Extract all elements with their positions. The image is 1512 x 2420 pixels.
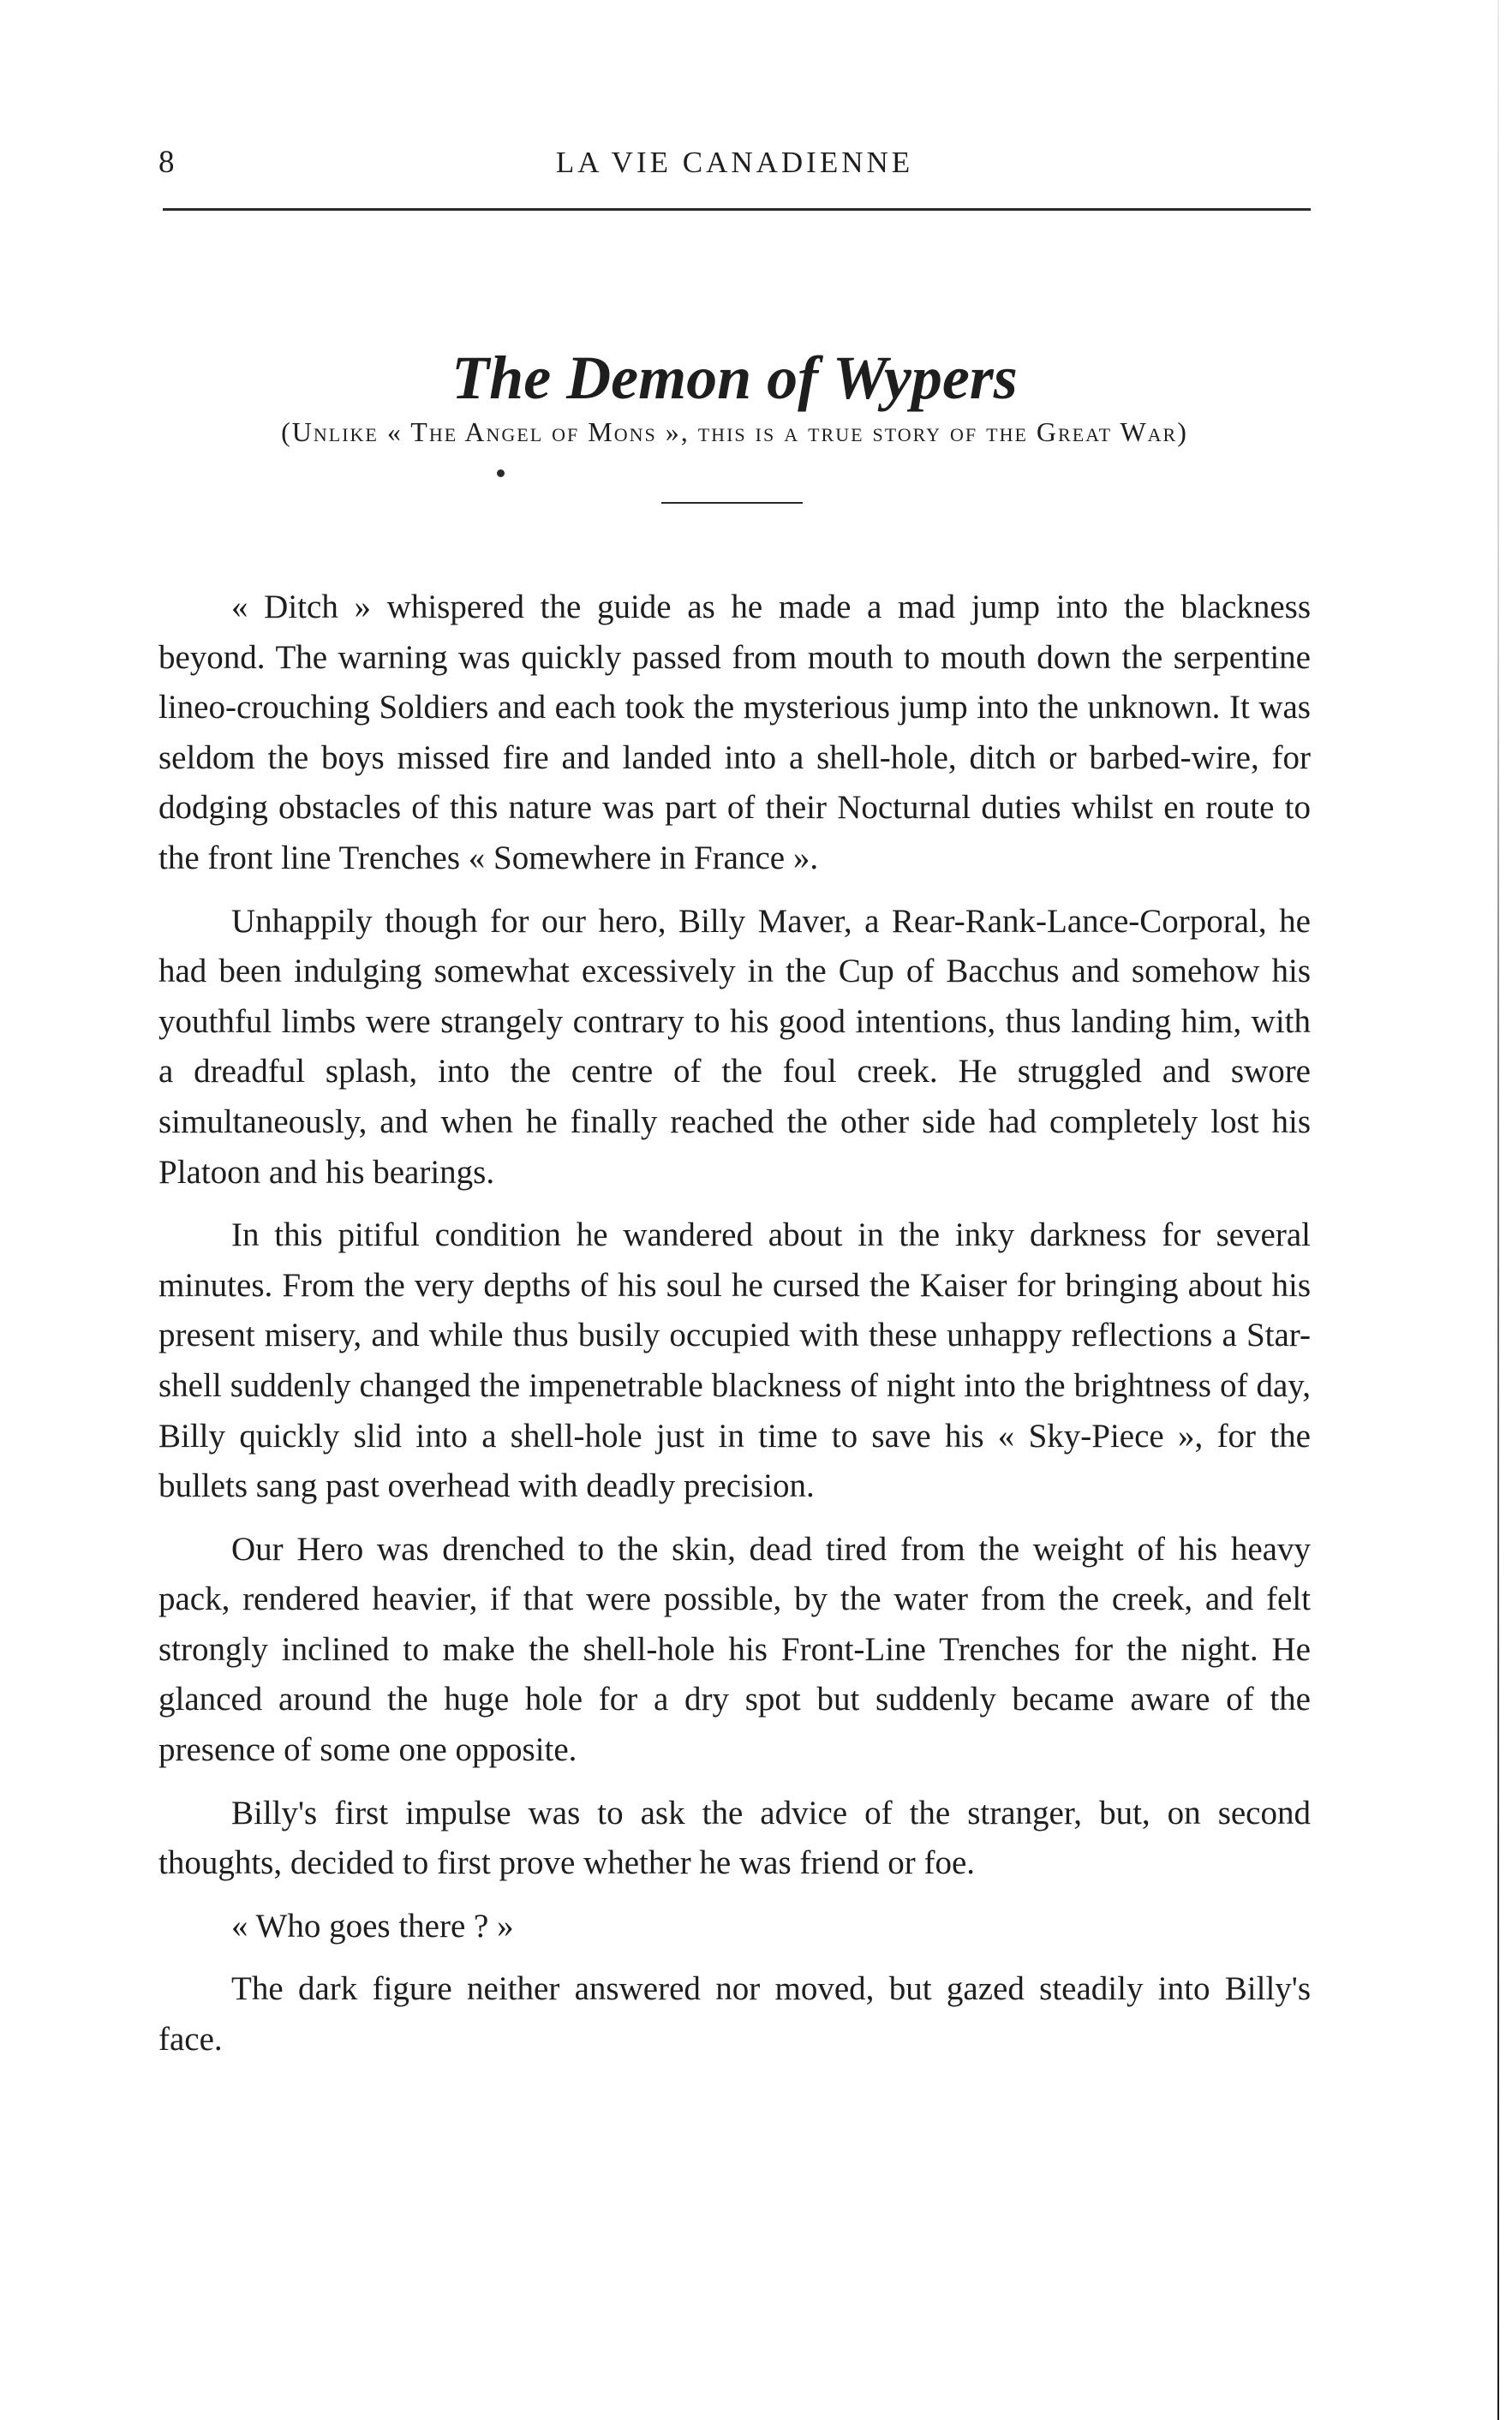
header-rule (163, 208, 1311, 211)
paragraph: Our Hero was drenched to the skin, dead tired from the weight of his heavy pack, rendered heavier, if that were possible, by the water from the creek, and felt strongly inclined to make the shell-hole his Front-Line Trenches for the night. He glanced around the huge hole for a dry spot but suddenly became aware of the presence of some one opposite. (158, 1530, 1311, 1769)
article-subtitle: (Unlike « The Angel of Mons », this is a true story of the Great War) (281, 416, 1188, 447)
page-number: 8 (158, 145, 175, 180)
page-edge (1497, 0, 1499, 2420)
running-head (158, 137, 1311, 188)
journal-title: LA VIE CANADIENNE (555, 146, 914, 179)
article-body (158, 583, 1311, 2078)
paragraph: In this pitiful condition he wandered about in the inky darkness for several minutes. From the very depths of his soul he cursed the Kaiser for bringing about his present misery, and while thus busily occupied with these unhappy reflections a Star-shell suddenly changed the impenetrable blackness of night into the brightness of day, Billy quickly slid into a shell-hole just in time to save his « Sky-Piece », for the bullets sang past overhead with deadly precision. (158, 1216, 1311, 1505)
ink-speck (497, 469, 505, 477)
article-title: The Demon of Wypers (451, 344, 1018, 413)
title-rule (661, 502, 803, 504)
paragraph: The dark figure neither answered nor moved, but gazed steadily into Billy's face. (158, 1970, 1311, 2058)
paragraph: « Ditch » whispered the guide as he made a mad jump into the blackness beyond. The warning was quickly passed from mouth to mouth down the serpentine lineo-crouching Soldiers and each took the mysterious jump into the unknown. It was seldom the boys missed fire and landed into a shell-hole, ditch or barbed-wire, for dodging obstacles of this nature was part of their Nocturnal duties whilst en route to the front line Trenches « Somewhere in France ». (158, 589, 1311, 876)
paragraph: Unhappily though for our hero, Billy Maver, a Rear-Rank-Lance-Corporal, he had been indulging somewhat excessively in the Cup of Bacchus and somehow his youthful limbs were strangely contrary to his good intentions, thus landing him, with a dreadful splash, into the centre of the foul creek. He struggled and swore simultaneously, and when he finally reached the other side had completely lost his Platoon and his bearings. (158, 902, 1311, 1191)
paragraph: Billy's first impulse was to ask the advice of the stranger, but, on second thoughts, decided to first prove whether he was friend or foe. (158, 1794, 1311, 1882)
paragraph: « Who goes there ? » (231, 1907, 514, 1945)
